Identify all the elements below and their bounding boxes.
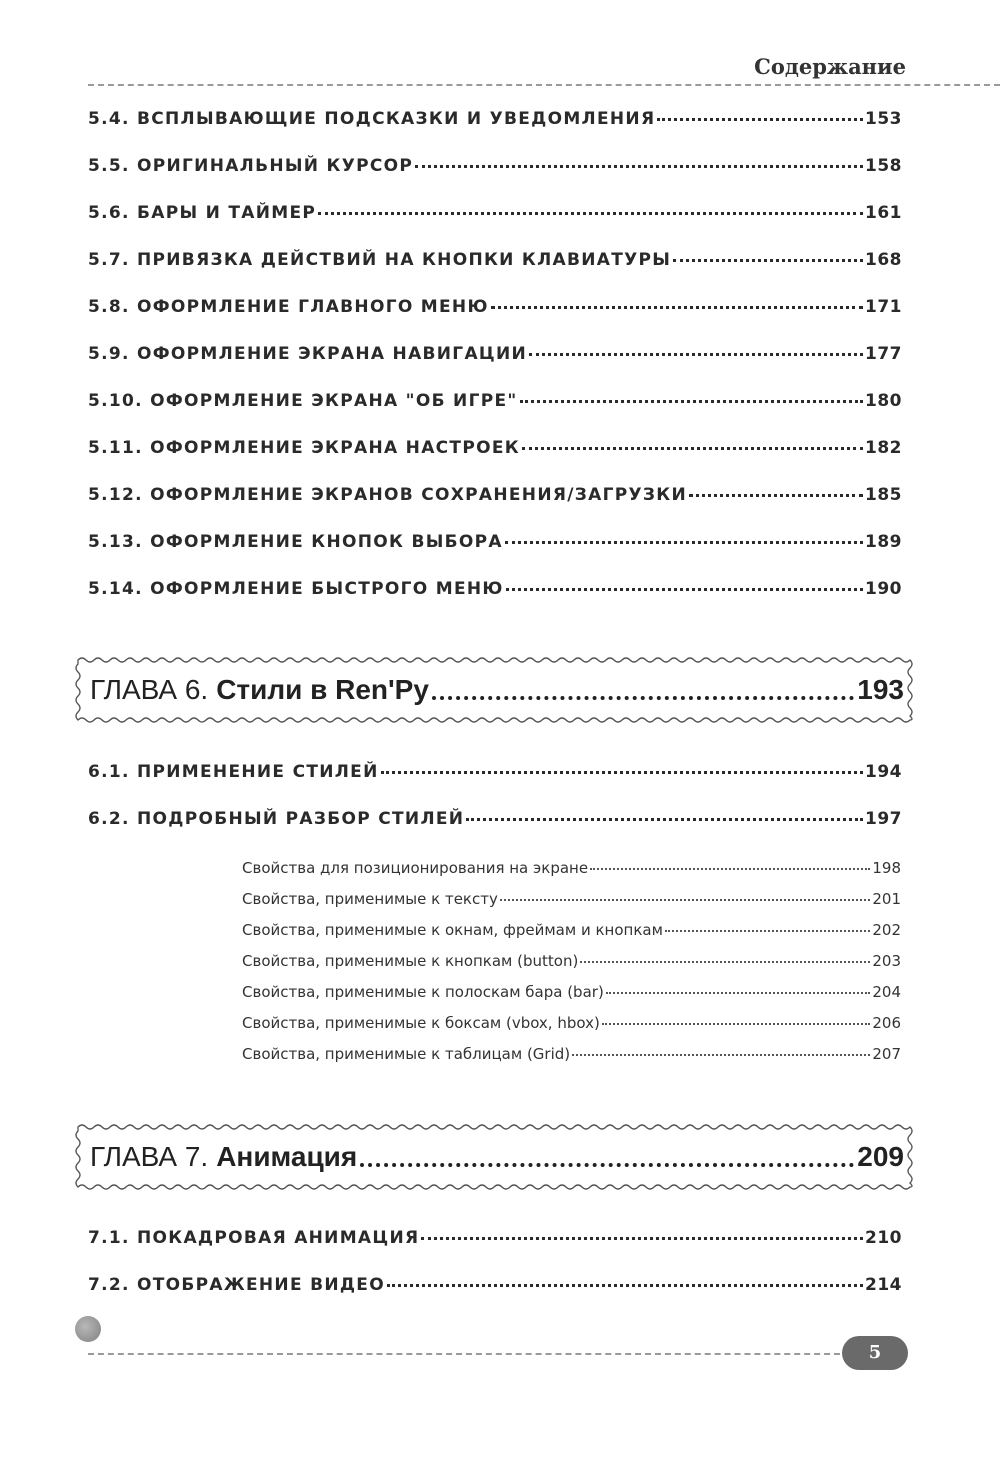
toc-subentry-title: Свойства, применимые к полоскам бара (bar) xyxy=(242,983,604,1001)
dot-leader xyxy=(689,494,863,497)
toc-subentry-title: Свойства, применимые к кнопкам (button) xyxy=(242,952,579,970)
header-divider xyxy=(88,84,1000,86)
toc-entry[interactable] xyxy=(88,579,902,599)
toc-entry[interactable] xyxy=(88,532,902,552)
toc-entry[interactable] xyxy=(88,809,902,829)
toc-entry[interactable] xyxy=(88,1275,902,1295)
toc-entry-title: 5.12. ОФОРМЛЕНИЕ ЭКРАНОВ СОХРАНЕНИЯ/ЗАГРУЗКИ xyxy=(88,485,687,505)
dot-leader xyxy=(415,165,863,168)
toc-subentry[interactable] xyxy=(242,1014,901,1032)
toc-subentry-title: Свойства, применимые к боксам (vbox, hbox) xyxy=(242,1014,600,1032)
toc-entry-page: 185 xyxy=(865,485,902,505)
toc-entry[interactable] xyxy=(88,762,902,782)
dot-leader xyxy=(506,588,863,591)
toc-entry-page: 161 xyxy=(865,203,902,223)
dot-leader xyxy=(387,1284,863,1287)
toc-entry[interactable] xyxy=(88,1228,902,1248)
dot-leader xyxy=(657,118,863,121)
toc-subentry-title: Свойства для позиционирования на экране xyxy=(242,859,589,877)
dot-leader xyxy=(572,1054,870,1056)
chapter-label: ГЛАВА 7. xyxy=(90,1141,209,1172)
toc-entry-page: 210 xyxy=(865,1228,902,1248)
toc-entry[interactable] xyxy=(88,250,902,270)
dot-leader xyxy=(466,818,863,821)
toc-subentry-page: 203 xyxy=(872,952,901,970)
toc-entry-page: 177 xyxy=(865,344,902,364)
chapter-name: Анимация xyxy=(216,1141,358,1172)
dot-leader xyxy=(360,1163,854,1167)
dot-leader xyxy=(491,306,863,309)
toc-entry[interactable] xyxy=(88,391,902,411)
toc-entry[interactable] xyxy=(88,485,902,505)
toc-entry[interactable] xyxy=(88,156,902,176)
toc-subentry-page: 204 xyxy=(872,983,901,1001)
chapter-6-heading[interactable] xyxy=(72,654,916,726)
chapter-label: ГЛАВА 6. xyxy=(90,674,209,705)
chapter-page: 209 xyxy=(857,1141,904,1172)
toc-entry-title: 5.9. ОФОРМЛЕНИЕ ЭКРАНА НАВИГАЦИИ xyxy=(88,344,528,364)
page-header-title: Содержание xyxy=(754,54,906,79)
toc-entry-page: 182 xyxy=(865,438,902,458)
dot-leader xyxy=(602,1023,871,1025)
toc-entry-page: 197 xyxy=(865,809,902,829)
chapter-7-heading[interactable] xyxy=(72,1121,916,1193)
toc-subentry-title: Свойства, применимые к таблицам (Grid) xyxy=(242,1045,571,1063)
toc-entry-title: 5.4. ВСПЛЫВАЮЩИЕ ПОДСКАЗКИ И УВЕДОМЛЕНИЯ xyxy=(88,109,656,129)
dot-leader xyxy=(500,899,871,901)
dot-leader xyxy=(318,212,863,215)
toc-entry-page: 214 xyxy=(865,1275,902,1295)
dot-leader xyxy=(505,541,863,544)
toc-entry-page: 168 xyxy=(865,250,902,270)
toc-entry-title: 6.2. ПОДРОБНЫЙ РАЗБОР СТИЛЕЙ xyxy=(88,809,465,829)
dot-leader xyxy=(673,259,863,262)
toc-entry-page: 190 xyxy=(865,579,902,599)
dot-leader xyxy=(529,353,863,356)
toc-subentry-page: 202 xyxy=(872,921,901,939)
dot-leader xyxy=(590,868,870,870)
dot-leader xyxy=(665,930,870,932)
toc-entry-title: 7.2. ОТОБРАЖЕНИЕ ВИДЕО xyxy=(88,1275,385,1295)
footer-bullet-icon xyxy=(75,1316,101,1342)
toc-entry-title: 5.14. ОФОРМЛЕНИЕ БЫСТРОГО МЕНЮ xyxy=(88,579,504,599)
page-number-badge: 5 xyxy=(842,1336,908,1370)
dot-leader xyxy=(522,447,863,450)
chapter-page: 193 xyxy=(857,674,904,705)
toc-entry-page: 189 xyxy=(865,532,902,552)
toc-subentry-page: 207 xyxy=(872,1045,901,1063)
toc-entry-title: 5.11. ОФОРМЛЕНИЕ ЭКРАНА НАСТРОЕК xyxy=(88,438,520,458)
toc-subentry[interactable] xyxy=(242,890,901,908)
toc-subentry[interactable] xyxy=(242,859,901,877)
toc-subentry-title: Свойства, применимые к окнам, фреймам и кнопкам xyxy=(242,921,663,939)
toc-subentry-title: Свойства, применимые к тексту xyxy=(242,890,498,908)
toc-entry-title: 5.8. ОФОРМЛЕНИЕ ГЛАВНОГО МЕНЮ xyxy=(88,297,489,317)
toc-entry-title: 7.1. ПОКАДРОВАЯ АНИМАЦИЯ xyxy=(88,1228,420,1248)
toc-entry-page: 171 xyxy=(865,297,902,317)
dot-leader xyxy=(580,961,870,963)
dot-leader xyxy=(381,771,863,774)
toc-subentry[interactable] xyxy=(242,921,901,939)
toc-subentry-page: 201 xyxy=(872,890,901,908)
toc-subentry-page: 206 xyxy=(872,1014,901,1032)
toc-entry[interactable] xyxy=(88,203,902,223)
toc-entry-title: 6.1. ПРИМЕНЕНИЕ СТИЛЕЙ xyxy=(88,762,379,782)
toc-subentry[interactable] xyxy=(242,1045,901,1063)
dot-leader xyxy=(432,696,854,700)
toc-entry-title: 5.10. ОФОРМЛЕНИЕ ЭКРАНА "ОБ ИГРЕ" xyxy=(88,391,518,411)
dot-leader xyxy=(520,400,863,403)
dot-leader xyxy=(421,1237,863,1240)
toc-subentry[interactable] xyxy=(242,952,901,970)
toc-entry[interactable] xyxy=(88,438,902,458)
dot-leader xyxy=(606,992,871,994)
toc-entry[interactable] xyxy=(88,109,902,129)
toc-entry-title: 5.5. ОРИГИНАЛЬНЫЙ КУРСОР xyxy=(88,156,414,176)
chapter-name: Стили в Ren'Py xyxy=(216,674,429,705)
toc-entry[interactable] xyxy=(88,297,902,317)
toc-entry-title: 5.7. ПРИВЯЗКА ДЕЙСТВИЙ НА КНОПКИ КЛАВИАТУРЫ xyxy=(88,250,672,270)
toc-subentry[interactable] xyxy=(242,983,901,1001)
toc-entry-page: 158 xyxy=(865,156,902,176)
toc-entry-title: 5.6. БАРЫ И ТАЙМЕР xyxy=(88,203,317,223)
toc-entry-title: 5.13. ОФОРМЛЕНИЕ КНОПОК ВЫБОРА xyxy=(88,532,503,552)
toc-entry[interactable] xyxy=(88,344,902,364)
toc-entry-page: 153 xyxy=(865,109,902,129)
toc-subentry-page: 198 xyxy=(872,859,901,877)
toc-entry-page: 194 xyxy=(865,762,902,782)
footer-divider xyxy=(88,1353,840,1355)
toc-entry-page: 180 xyxy=(865,391,902,411)
